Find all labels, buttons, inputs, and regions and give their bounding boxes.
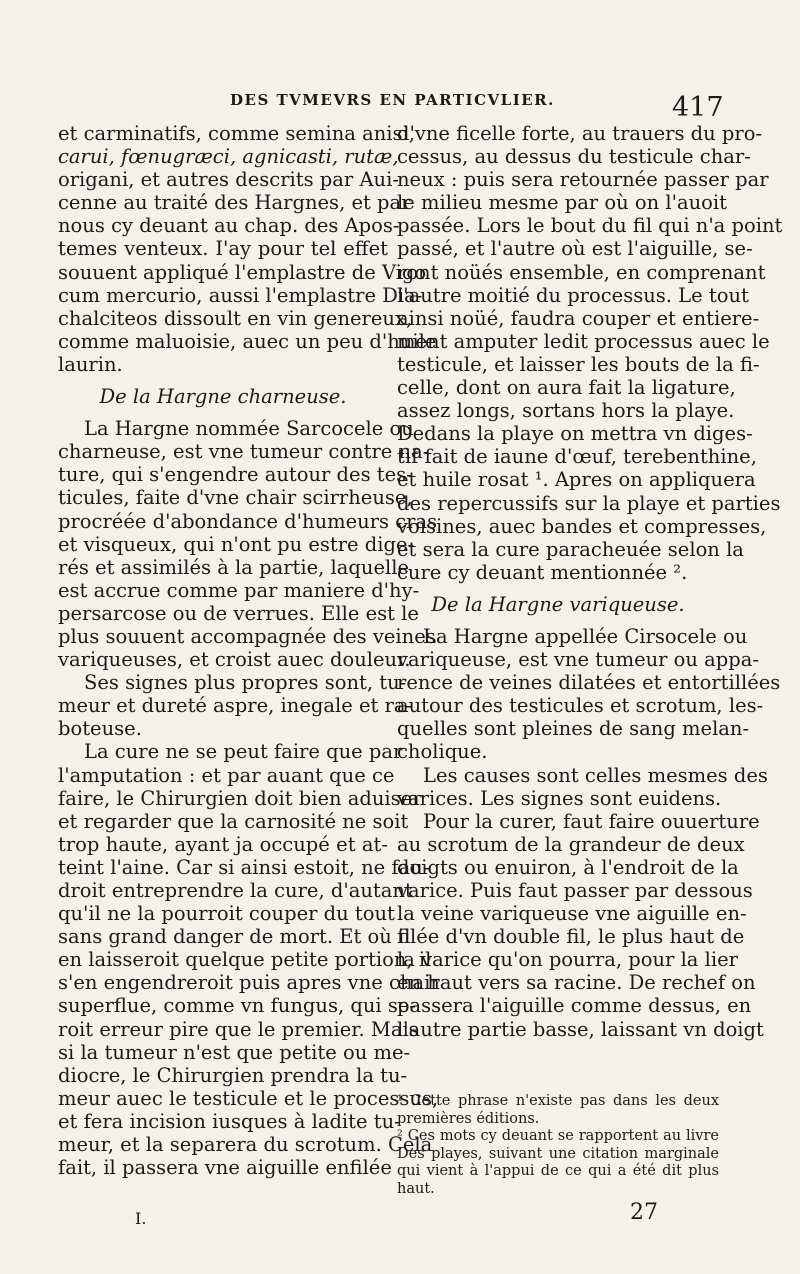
text-line: doigts ou enuiron, à l'endroit de la <box>397 855 739 879</box>
text-line: ront noüés ensemble, en comprenant <box>397 260 766 284</box>
text-line: superflue, comme vn fungus, qui se- <box>58 994 416 1018</box>
text-line: qu'il ne la pourroit couper du tout <box>58 902 395 926</box>
text-line: l'autre partie basse, laissant vn doigt <box>397 1017 764 1041</box>
text-line: en laisseroit quelque petite portion, il <box>58 948 432 972</box>
text-line: meur, et la separera du scrotum. Cela <box>58 1133 433 1157</box>
footnote-line: premières éditions. <box>397 1110 540 1127</box>
text-line: cholique. <box>397 740 488 764</box>
text-line: La Hargne appellée Cirsocele ou <box>423 624 748 648</box>
text-line: Pour la curer, faut faire ouuerture <box>423 809 760 833</box>
text-line: teint l'aine. Car si ainsi estoit, ne fau- <box>58 855 430 879</box>
right-column <box>397 122 783 1041</box>
text-line: voisines, auec bandes et compresses, <box>397 514 767 538</box>
text-line: varices. Les signes sont euidens. <box>397 786 722 810</box>
footnote-line: haut. <box>397 1180 435 1197</box>
text-line: assez longs, sortans hors la playe. <box>397 399 735 423</box>
text-line: laurin. <box>58 352 123 376</box>
text-line: meur et dureté aspre, inegale et ra- <box>58 694 413 718</box>
text-line: droit entreprendre la cure, d'autant <box>58 879 413 902</box>
text-line: carui, fœnugræci, agnicasti, rutæ, <box>58 145 399 169</box>
footnote-line: qui vient à l'appui de ce qui a été dit plus <box>397 1163 719 1179</box>
text-line: des repercussifs sur la playe et parties <box>397 491 781 515</box>
text-line: celle, dont on aura fait la ligature, <box>397 376 736 400</box>
text-line: cum mercurio, aussi l'emplastre Dia- <box>58 283 423 307</box>
text-line: rence de veines dilatées et entortillées <box>397 671 781 695</box>
signature-mark: I. <box>135 1209 147 1228</box>
text-line: en haut vers sa racine. De rechef on <box>397 971 756 995</box>
text-line: boteuse. <box>58 717 142 741</box>
text-line: et regarder que la carnosité ne soit <box>58 809 409 833</box>
text-line: variqueuses, et croist auec douleur. <box>58 648 411 672</box>
text-line: au scrotum de la grandeur de deux <box>397 832 745 856</box>
text-line: passé, et l'autre où est l'aiguille, se- <box>397 237 753 261</box>
text-line: d'vne ficelle forte, au trauers du pro- <box>397 122 763 145</box>
text-line: cenne au traité des Hargnes, et par <box>58 191 411 215</box>
text-line: meur auec le testicule et le processus, <box>58 1086 439 1110</box>
text-line: passera l'aiguille comme dessus, en <box>397 994 752 1018</box>
text-line: ainsi noüé, faudra couper et entiere- <box>397 306 760 330</box>
footnote-line: Des playes, suivant une citation marginale <box>397 1145 719 1162</box>
footnote-line: ² Ces mots cy deuant se rapportent au livre <box>397 1128 719 1144</box>
text-line: l'autre moitié du processus. Le tout <box>397 283 749 307</box>
text-line: autour des testicules et scrotum, les- <box>397 694 764 718</box>
text-line: est accrue comme par maniere d'hy- <box>58 578 420 602</box>
text-line: temes venteux. I'ay pour tel effet <box>58 237 388 261</box>
text-line: et sera la cure paracheuée selon la <box>397 537 744 561</box>
text-line: s'en engendreroit puis apres vne chair <box>58 971 440 995</box>
text-line: faire, le Chirurgien doit bien aduiser <box>58 786 422 810</box>
text-line: diocre, le Chirurgien prendra la tu- <box>58 1063 408 1087</box>
text-line: et fera incision iusques à ladite tu- <box>58 1109 401 1133</box>
text-line: neux : puis sera retournée passer par <box>397 168 769 192</box>
text-line: quelles sont pleines de sang melan- <box>397 717 750 741</box>
text-line: sans grand danger de mort. Et où il <box>58 925 411 949</box>
text-line: l'amputation : et par auant que ce <box>58 763 395 787</box>
text-line: Dedans la playe on mettra vn diges- <box>397 422 753 446</box>
text-line: souuent appliqué l'emplastre de Vigo <box>58 260 427 284</box>
text-line: origani, et autres descrits par Aui- <box>58 168 399 192</box>
text-line: si la tumeur n'est que petite ou me- <box>58 1040 411 1064</box>
text-line: ture, qui s'engendre autour des tes- <box>58 463 413 487</box>
text-line: la veine variqueuse vne aiguille en- <box>397 902 747 926</box>
text-line: filée d'vn double fil, le plus haut de <box>397 925 745 949</box>
text-line: cessus, au dessus du testicule char- <box>397 145 751 169</box>
text-line: nous cy deuant au chap. des Apos- <box>58 214 400 238</box>
text-line: et carminatifs, comme semina anisi, <box>58 122 415 145</box>
left-column <box>58 122 440 1180</box>
text-line: plus souuent accompagnée des veines <box>58 624 436 648</box>
text-line: cure cy deuant mentionnée ². <box>397 560 688 584</box>
text-line: tif fait de iaune d'œuf, terebenthine, <box>397 445 757 469</box>
section-heading: De la Hargne variqueuse. <box>431 592 685 616</box>
text-line: la varice qu'on pourra, pour la lier <box>397 948 738 972</box>
text-line: trop haute, ayant ja occupé et at- <box>58 832 388 856</box>
running-head: DES TVMEVRS EN PARTICVLIER. <box>230 91 555 109</box>
text-line: variqueuse, est vne tumeur ou appa- <box>397 648 759 672</box>
footnotes <box>397 1093 719 1198</box>
page-number: 417 <box>672 92 724 123</box>
text-line: fait, il passera vne aiguille enfilée <box>58 1156 392 1180</box>
text-line: passée. Lors le bout du fil qui n'a point <box>397 214 783 238</box>
text-line: charneuse, est vne tumeur contre na- <box>58 440 430 464</box>
text-line: La Hargne nommée Sarcocele ou <box>84 417 414 441</box>
text-line: comme maluoisie, auec un peu d'huile <box>58 329 437 353</box>
text-line: rés et assimilés à la partie, laquelle <box>58 555 410 579</box>
text-line: varice. Puis faut passer par dessous <box>397 879 753 902</box>
text-line: ticules, faite d'vne chair scirrheuse, <box>58 486 413 510</box>
text-line: testicule, et laisser les bouts de la fi- <box>397 352 760 376</box>
section-heading: De la Hargne charneuse. <box>99 385 347 409</box>
text-line: et visqueux, qui n'ont pu estre dige- <box>58 532 415 556</box>
text-line: ment amputer ledit processus auec le <box>397 329 770 353</box>
text-line: chalciteos dissoult en vin genereux, <box>58 306 413 330</box>
folio-number: 27 <box>630 1200 658 1225</box>
text-line: procréée d'abondance d'humeurs cras <box>58 509 438 533</box>
footnote-line: ¹ Cette phrase n'existe pas dans les deux <box>397 1093 719 1109</box>
text-line: Ses signes plus propres sont, tu- <box>84 671 407 695</box>
text-line: le milieu mesme par où on l'auoit <box>397 191 727 215</box>
text-line: et huile rosat ¹. Apres on appliquera <box>397 468 756 492</box>
text-line: La cure ne se peut faire que par <box>84 740 403 764</box>
text-line: persarcose ou de verrues. Elle est le <box>58 601 419 625</box>
text-line: Les causes sont celles mesmes des <box>423 763 768 787</box>
text-line: roit erreur pire que le premier. Mais <box>58 1017 419 1041</box>
